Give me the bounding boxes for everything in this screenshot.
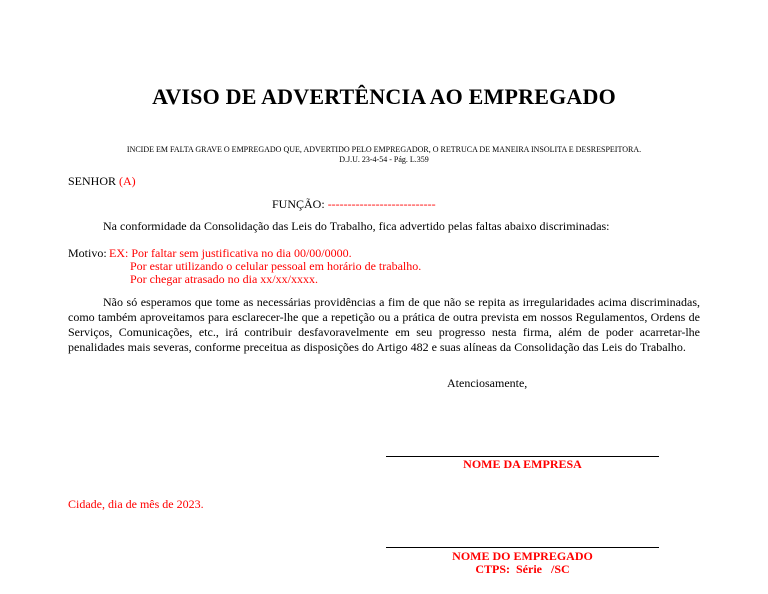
document-title: AVISO DE ADVERTÊNCIA AO EMPREGADO [152,84,616,109]
ctps-info: CTPS: Série /SC [475,562,570,576]
body-paragraph: Não só esperamos que tome as necessárias providências a fim de que não se repita as irregularidades acima discriminadas, como também aproveitamos para esclarecer-lhe que a repetição ou a prática de outra prevista em nossos Regulamentos, Ordens de Serviços, Comunicações, etc., irá contribuir desfavoravelmente em seu progresso nesta firma, além de poder acarretar-lhe penalidades mais severas, conforme preceitua as disposições do Artigo 482 e suas alíneas da Consolidação das Leis do Trabalho. [68,295,700,354]
senhor-value: (A) [119,174,136,188]
empregado-signature-line [386,547,659,548]
funcao-label: FUNÇÃO: [272,197,325,211]
empregado-name: NOME DO EMPREGADO [452,549,593,563]
legal-note: INCIDE EM FALTA GRAVE O EMPREGADO QUE, ADVERTIDO PELO EMPREGADOR, O RETRUCA DE MANEIRA INSOLITA E DESRESPEITORA. [126,145,642,154]
motivo-label: Motivo: [68,246,107,260]
empresa-name: NOME DA EMPRESA [463,457,582,471]
senhor-field [68,174,136,189]
senhor-label: SENHOR [68,174,117,188]
motivo-item: Por estar utilizando o celular pessoal em horário de trabalho. [130,259,422,273]
funcao-value: --------------------------- [327,197,436,211]
motivo-item: Por chegar atrasado no dia xx/xx/xxxx. [130,272,318,286]
motivo-item: EX: Por faltar sem justificativa no dia 00/00/0000. [109,246,352,260]
legal-reference: D.J.U. 23-4-54 - Pág. L.359 [339,155,429,164]
funcao-field [272,197,436,212]
city-date: Cidade, dia de mês de 2023. [68,497,204,511]
intro-text: Na conformidade da Consolidação das Leis do Trabalho, fica advertido pelas faltas abaixo discriminadas: [103,219,610,233]
closing-text: Atenciosamente, [447,376,528,390]
